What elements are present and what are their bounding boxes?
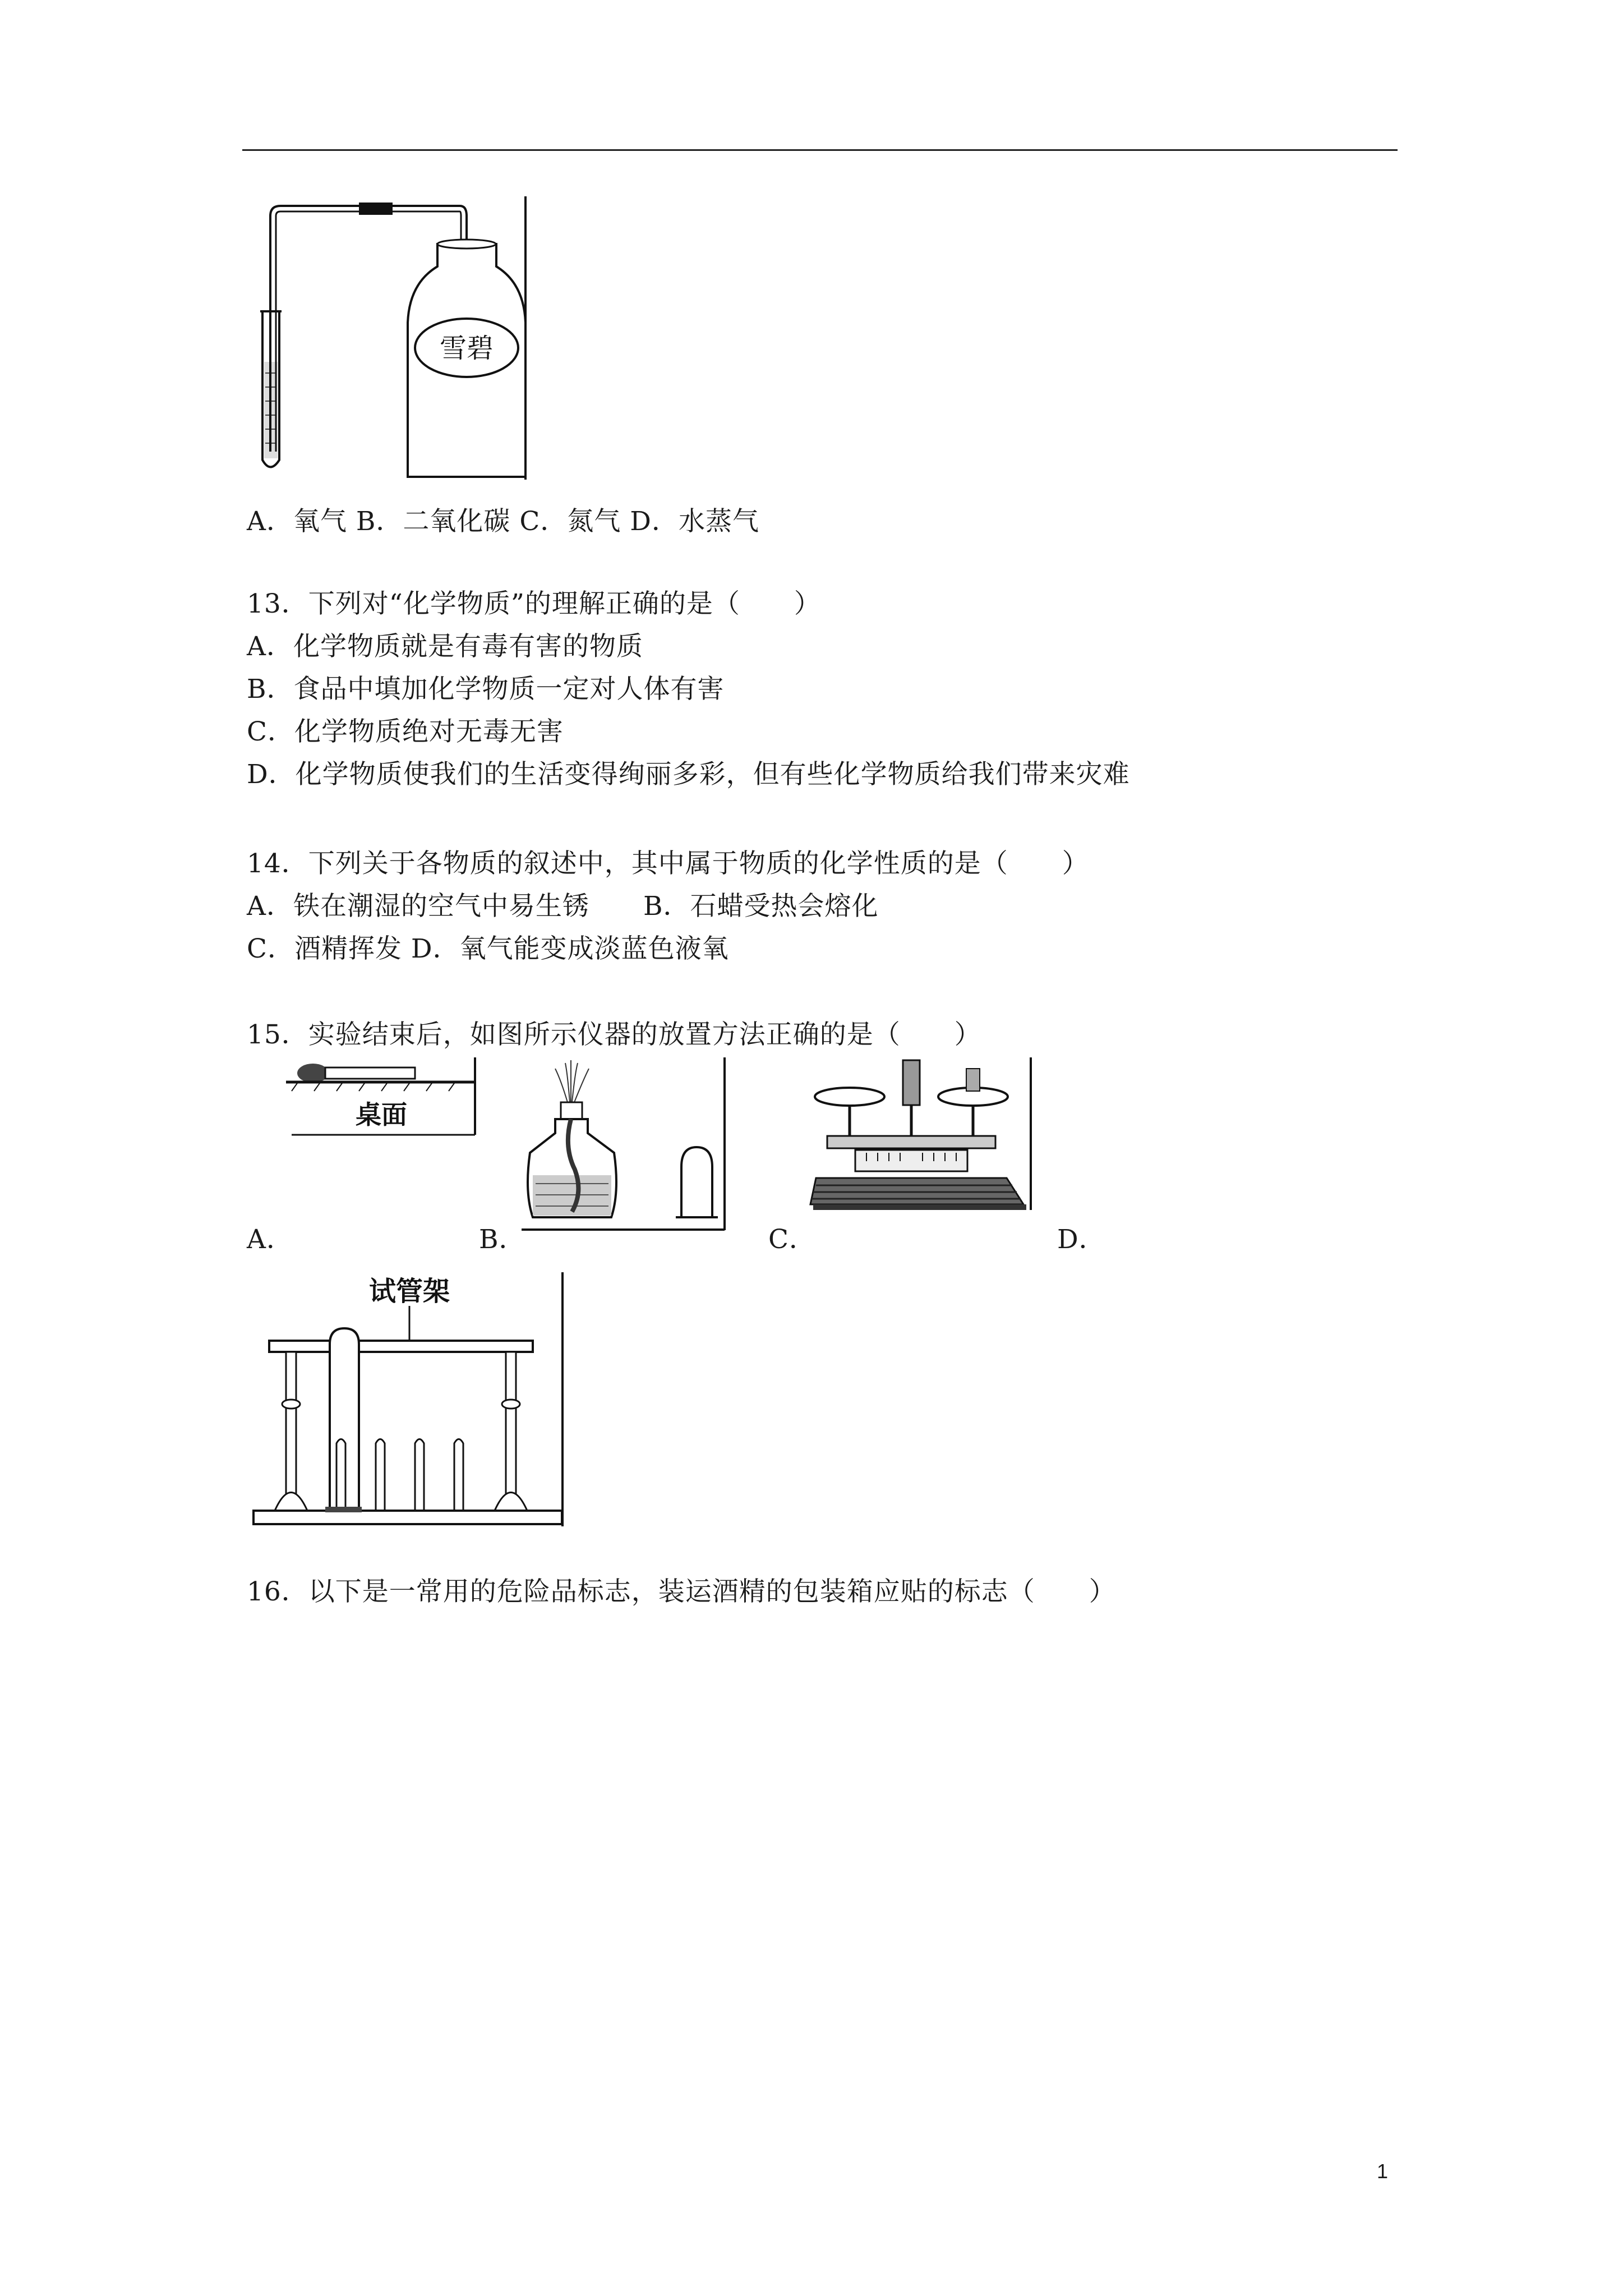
header-rule (242, 149, 1398, 151)
q15-figure-c-balance (810, 1057, 1035, 1212)
q14-options-cd: C．酒精挥发 D．氧气能变成淡蓝色液氧 (247, 933, 729, 964)
bottle-label: 雪碧 (439, 333, 494, 364)
q15-figure-a-dropper (286, 1057, 477, 1136)
q15-label-d: D． (1057, 1224, 1106, 1255)
q13-option-d: D．化学物质使我们的生活变得绚丽多彩，但有些化学物质给我们带来灾难 (247, 759, 1130, 790)
q15-label-b: B． (479, 1224, 526, 1255)
q13-option-a: A．化学物质就是有毒有害的物质 (247, 631, 643, 662)
q15-stem: 15．实验结束后，如图所示仪器的放置方法正确的是（ ） (247, 1019, 981, 1050)
q12-apparatus-figure (247, 194, 538, 482)
desk-label: 桌面 (356, 1099, 407, 1130)
rack-label: 试管架 (368, 1276, 450, 1307)
page-number: 1 (1377, 2160, 1389, 2183)
q13-option-b: B．食品中填加化学物质一定对人体有害 (247, 674, 725, 705)
q14-stem: 14．下列关于各物质的叙述中，其中属于物质的化学性质的是（ ） (247, 848, 1089, 879)
q15-figure-d-test-tube-rack (247, 1272, 566, 1527)
q15-label-c: C． (768, 1224, 816, 1255)
q13-option-c: C．化学物质绝对无毒无害 (247, 716, 564, 747)
q16-stem: 16．以下是一常用的危险品标志，装运酒精的包装箱应贴的标志（ ） (247, 1576, 1116, 1607)
q13-stem: 13．下列对“化学物质”的理解正确的是（ ） (247, 588, 821, 619)
q12-options: A．氧气 B．二氧化碳 C．氮气 D．水蒸气 (247, 506, 759, 537)
q15-figure-b-alcohol-lamp (522, 1057, 729, 1231)
q14-options-ab: A．铁在潮湿的空气中易生锈 B．石蜡受热会熔化 (247, 891, 879, 922)
q15-label-a: A． (247, 1224, 293, 1255)
